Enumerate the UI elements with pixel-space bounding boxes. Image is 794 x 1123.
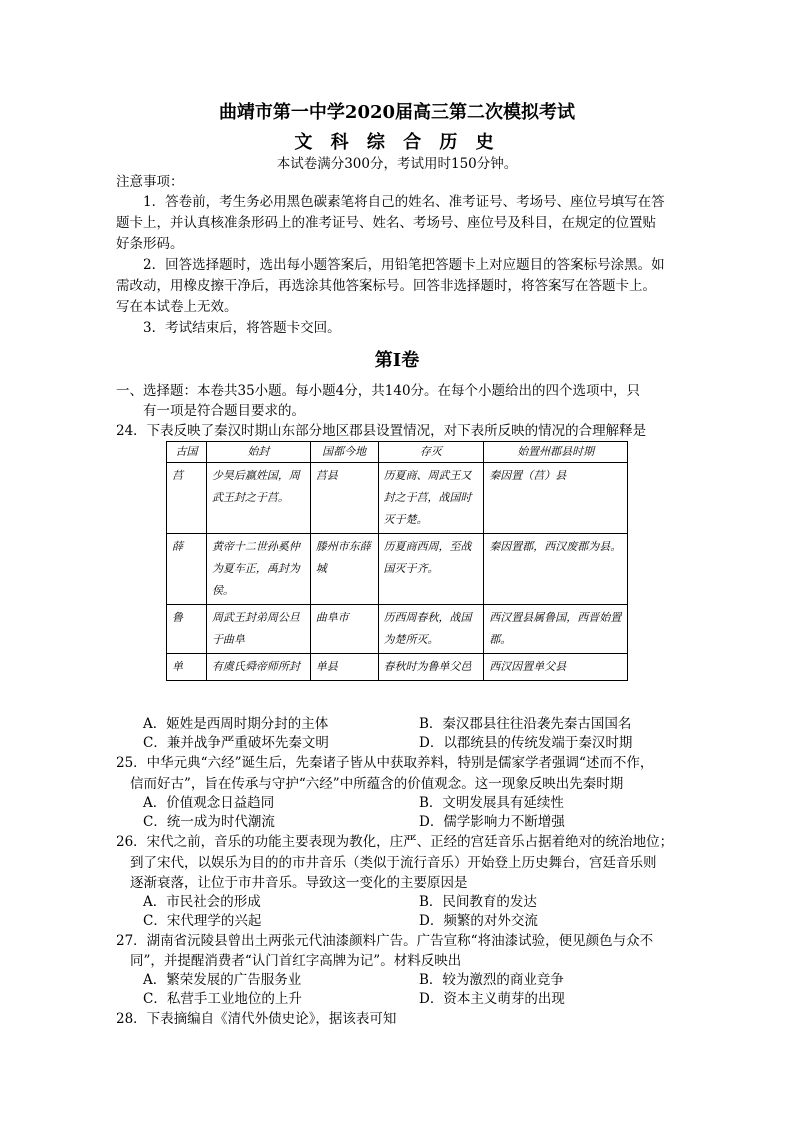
table-cell: 历夏商西周，至战国灭于齐。	[378, 534, 484, 605]
note-line: 题卡上，并认真核准条形码上的准考证号、姓名、考场号、座位号及科目，在规定的位置贴	[116, 215, 656, 231]
table-cell: 莒	[167, 463, 207, 534]
q27-option-a: A．繁荣发展的广告服务业	[143, 972, 302, 988]
table-cell: 单	[167, 654, 207, 681]
table-cell: 单县	[310, 654, 378, 681]
table-cell: 滕州市东薛城	[310, 534, 378, 605]
volume-heading: 第Ⅰ卷	[374, 350, 420, 371]
note-line: 3．考试结束后，将答题卡交回。	[143, 320, 341, 336]
table-row	[167, 463, 628, 534]
table-cell: 鲁	[167, 605, 207, 654]
question-27-stem: 27．湖南省沅陵县曾出土两张元代油漆颜料广告。广告宣称“将油漆试验，便见颜色与众不	[116, 933, 654, 949]
table-cell: 曲阜市	[310, 605, 378, 654]
table-header: 始置州郡县时期	[484, 442, 628, 463]
exam-info: 本试卷满分300分，考试用时150分钟。	[276, 156, 518, 172]
table-cell: 春秋时为鲁单父邑	[378, 654, 484, 681]
table-row	[167, 654, 628, 681]
table-cell: 少昊后嬴姓国，周武王封之于莒。	[206, 463, 310, 534]
q24-option-b: B．秦汉郡县往往沿袭先秦古国国名	[419, 716, 632, 732]
table-row	[167, 605, 628, 654]
notes-heading: 注意事项：	[116, 174, 184, 190]
table-header: 古国	[167, 442, 207, 463]
table-header: 始封	[206, 442, 310, 463]
q26-option-b: B．民间教育的发达	[419, 894, 537, 910]
table-cell: 历夏商、周武王又封之于莒，战国时灭于楚。	[378, 463, 484, 534]
table-cell: 黄帝十二世孙奚仲为夏车正，禹封为侯。	[206, 534, 310, 605]
table-cell: 秦因置郡，西汉废郡为县。	[484, 534, 628, 605]
q26-option-d: D．频繁的对外交流	[419, 913, 538, 929]
question-28-stem: 28．下表摘编自《清代外债史论》，据该表可知	[116, 1011, 397, 1027]
question-24-stem: 24．下表反映了秦汉时期山东部分地区郡县设置情况，对下表所反映的情况的合理解释是	[116, 423, 647, 439]
q27-option-d: D．资本主义萌芽的出现	[419, 991, 565, 1007]
table-cell: 历西周春秋，战国为楚所灭。	[378, 605, 484, 654]
table-header-row	[167, 442, 628, 463]
q24-option-a: A．姬姓是西周时期分封的主体	[143, 716, 329, 732]
subject-title: 文 科 综 合 历 史	[294, 132, 500, 153]
question-25-stem: 25．中华元典“六经”诞生后，先秦诸子皆从中获取养料，特别是儒家学者强调“述而不作，	[116, 755, 654, 771]
q27-option-c: C．私营手工业地位的上升	[143, 991, 302, 1007]
q25-option-c: C．统一成为时代潮流	[143, 814, 275, 830]
q26-option-c: C．宋代理学的兴起	[143, 913, 262, 929]
note-line: 写在本试卷上无效。	[116, 299, 238, 315]
note-line: 好条形码。	[116, 236, 184, 252]
table-cell: 莒县	[310, 463, 378, 534]
table-header: 存灭	[378, 442, 484, 463]
table-cell: 西汉置县属鲁国，西晋始置郡。	[484, 605, 628, 654]
table-cell: 周武王封弟周公旦于曲阜	[206, 605, 310, 654]
question-26-stem-cont: 到了宋代，以娱乐为目的的市井音乐（类似于流行音乐）开始登上历史舞台，宫廷音乐则	[130, 855, 657, 871]
table-row	[167, 534, 628, 605]
table-cell: 薛	[167, 534, 207, 605]
q26-option-a: A．市民社会的形成	[143, 894, 261, 910]
q24-option-c: C．兼并战争严重破坏先秦文明	[143, 735, 329, 751]
q27-option-b: B．较为激烈的商业竞争	[419, 972, 564, 988]
note-line: 1．答卷前，考生务必用黑色碳素笔将自己的姓名、准考证号、考场号、座位号填写在答	[143, 194, 665, 210]
section-instructions-cont: 有一项是符合题目要求的。	[143, 403, 305, 419]
table-cell: 有虞氏舜帝师所封	[206, 654, 310, 681]
exam-title: 曲靖市第一中学2020届高三第二次模拟考试	[218, 102, 576, 123]
question-25-stem-cont: 信而好古”，旨在传承与守护“六经”中所蕴含的价值观念。这一现象反映出先秦时期	[130, 776, 624, 792]
note-line: 2．回答选择题时，选出每小题答案后，用铅笔把答题卡上对应题目的答案标号涂黑。如	[143, 257, 665, 273]
table-header: 国都今地	[310, 442, 378, 463]
section-instructions: 一、选择题：本卷共35小题。每小题4分，共140分。在每个小题给出的四个选项中，只	[116, 383, 641, 399]
q25-option-b: B．文明发展具有延续性	[419, 795, 564, 811]
question-24-table	[166, 441, 628, 681]
q24-option-d: D．以郡统县的传统发端于秦汉时期	[419, 735, 633, 751]
question-26-stem-cont: 逐渐衰落，让位于市井音乐。导致这一变化的主要原因是	[130, 875, 468, 891]
question-26-stem: 26．宋代之前，音乐的功能主要表现为教化，庄严、正经的宫廷音乐占据着绝对的统治地位；	[116, 834, 674, 850]
q25-option-d: D．儒学影响力不断增强	[419, 814, 565, 830]
table-cell: 秦因置（莒）县	[484, 463, 628, 534]
note-line: 需改动，用橡皮擦干净后，再选涂其他答案标号。回答非选择题时，将答案写在答题卡上。	[116, 278, 656, 294]
table-cell: 西汉因置单父县	[484, 654, 628, 681]
question-27-stem-cont: 同”，并提醒消费者“认门首红字高牌为记”。材料反映出	[130, 953, 462, 969]
q25-option-a: A．价值观念日益趋同	[143, 795, 275, 811]
